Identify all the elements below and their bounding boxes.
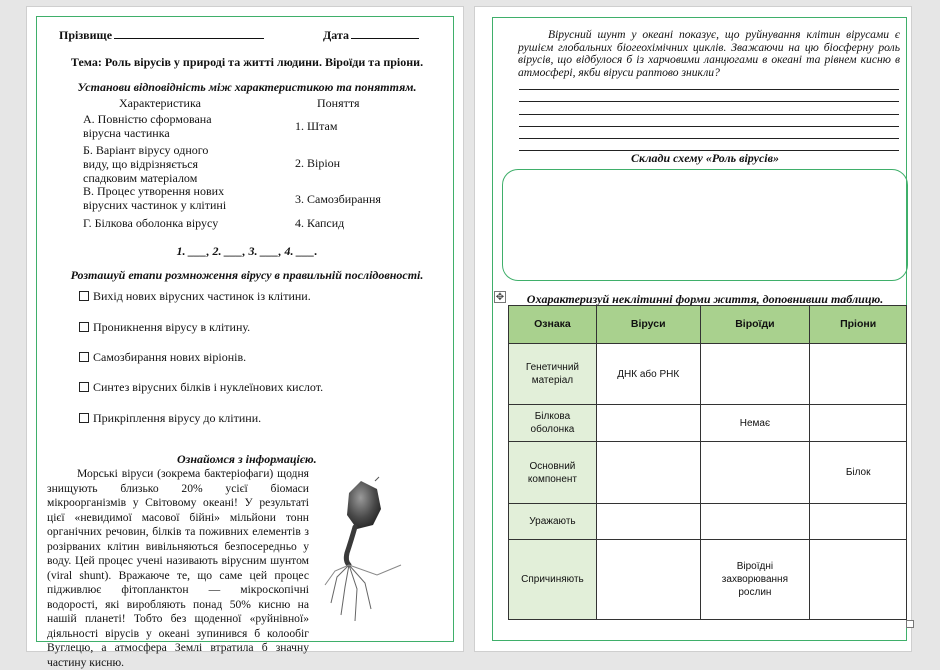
table-row [509, 504, 907, 540]
topic-title: Тема: Роль вірусів у природі та житті людини. Віроїди та пріони. [70, 55, 424, 69]
answer-line[interactable] [519, 126, 899, 127]
checkbox-icon[interactable] [79, 413, 89, 423]
table-cell[interactable] [700, 504, 810, 540]
table-row-header: Білкова оболонка [509, 405, 597, 442]
table-resize-icon[interactable] [906, 620, 914, 628]
date-label: Дата [323, 28, 349, 42]
match-char-c: В. Процес утворення нових вірусних частинок у клітині [83, 184, 227, 212]
match-answer-line[interactable]: 1. ___, 2. ___, 3. ___, 4. ___. [176, 244, 318, 258]
table-cell[interactable] [596, 442, 700, 504]
answer-line[interactable] [519, 101, 899, 102]
question-text: Вірусний шунт у океані показує, що руйнування клітин вірусами є рушієм глобальних біогеохімічних циклів. Зважаючи на цю біосферну роль вірусів, що відбулося б із харчовими ланцюгами в океані та рівнем кисню в атмосфері, якби віруси раптово зникли? [518, 28, 900, 79]
table-row-header: Основний компонент [509, 442, 597, 504]
checkbox-icon[interactable] [79, 322, 89, 332]
match-col-characteristic: Характеристика [119, 96, 201, 110]
surname-label: Прізвище [59, 28, 113, 42]
stage-item[interactable]: Самозбирання нових віріонів. [79, 350, 246, 364]
table-row [509, 540, 907, 620]
table-cell[interactable]: ДНК або РНК [596, 344, 700, 405]
answer-line[interactable] [519, 89, 899, 90]
stage-item[interactable]: Прикріплення вірусу до клітини. [79, 411, 261, 425]
table-header-cell: Пріони [810, 306, 907, 344]
answer-line[interactable] [519, 138, 899, 139]
table-header-cell: Віроїди [700, 306, 810, 344]
match-col-term: Поняття [317, 96, 360, 110]
table-header-row [509, 306, 907, 344]
table-cell[interactable]: Немає [700, 405, 810, 442]
match-term-2: 2. Віріон [295, 156, 341, 170]
noncellular-forms-table [508, 305, 907, 620]
table-move-icon[interactable]: ✥ [495, 292, 505, 303]
scheme-box[interactable] [502, 169, 908, 281]
bacteriophage-image [317, 475, 413, 633]
table-cell[interactable]: Віроїдні захворювання рослин [700, 540, 810, 620]
checkbox-icon[interactable] [79, 382, 89, 392]
stages-instruction: Розташуй етапи розмноження вірусу в правильній послідовності. [70, 268, 424, 282]
match-term-3: 3. Самозбирання [295, 192, 381, 206]
info-heading: Ознайомся з інформацією. [177, 452, 317, 466]
checkbox-icon[interactable] [79, 352, 89, 362]
table-row [509, 405, 907, 442]
info-text: Морські віруси (зокрема бактеріофаги) щодня знищують близько 20% усієї біомаси мікроорганізмів у Світовому океані! У результаті цієї «невидимої масової бійні» мільйони тонн органічних речовин, білків та поживних елементів з розірваних клітин вивільняються безпосередньо у воду. Цей процес учені називають вірусним шунтом (viral shunt). Вражаюче те, що саме цей процес підживлює фітопланктон — мікроскопічні водорості, які виробляють понад 50% кисню на нашій планеті! Тобто без щоденної «руйнівної» діяльності вірусів у океані зупинився б колообіг Вуглецю, а атмосфера Землі втратила б значну частину кисню. [47, 467, 309, 669]
page-right [474, 6, 912, 652]
answer-line[interactable] [519, 114, 899, 115]
table-cell[interactable] [596, 540, 700, 620]
table-cell[interactable]: Білок [810, 442, 907, 504]
table-header-cell: Віруси [596, 306, 700, 344]
stage-item[interactable]: Синтез вірусних білків і нуклеїнових кислот. [79, 380, 323, 394]
surname-field[interactable] [59, 28, 264, 42]
table-row [509, 344, 907, 405]
table-row-header: Спричиняють [509, 540, 597, 620]
checkbox-icon[interactable] [79, 291, 89, 301]
match-char-b: Б. Варіант вірусу одного виду, що відрізняється спадковим матеріалом [83, 143, 209, 185]
table-cell[interactable] [700, 442, 810, 504]
stage-item[interactable]: Вихід нових вірусних частинок із клітини. [79, 289, 311, 303]
match-char-d: Г. Білкова оболонка вірусу [83, 216, 219, 230]
table-cell[interactable] [700, 344, 810, 405]
table-row [509, 442, 907, 504]
table-cell[interactable] [596, 405, 700, 442]
table-cell[interactable] [810, 344, 907, 405]
page-left [26, 6, 464, 669]
table-row-header: Генетичний матеріал [509, 344, 597, 405]
table-title: Охарактеризуй неклітинні форми життя, доповнивши таблицю. [526, 292, 884, 306]
scheme-title: Склади схему «Роль вірусів» [631, 151, 779, 165]
table-row-header: Уражають [509, 504, 597, 540]
date-field[interactable] [323, 28, 419, 42]
table-cell[interactable] [810, 504, 907, 540]
table-cell[interactable] [596, 504, 700, 540]
table-cell[interactable] [810, 540, 907, 620]
match-instruction: Установи відповідність між характеристикою та поняттям. [77, 80, 417, 94]
match-term-1: 1. Штам [295, 119, 338, 133]
match-char-a: А. Повністю сформована вірусна частинка [83, 112, 212, 140]
table-cell[interactable] [810, 405, 907, 442]
table-header-cell: Ознака [509, 306, 597, 344]
match-term-4: 4. Капсид [295, 216, 345, 230]
stage-item[interactable]: Проникнення вірусу в клітину. [79, 320, 250, 334]
